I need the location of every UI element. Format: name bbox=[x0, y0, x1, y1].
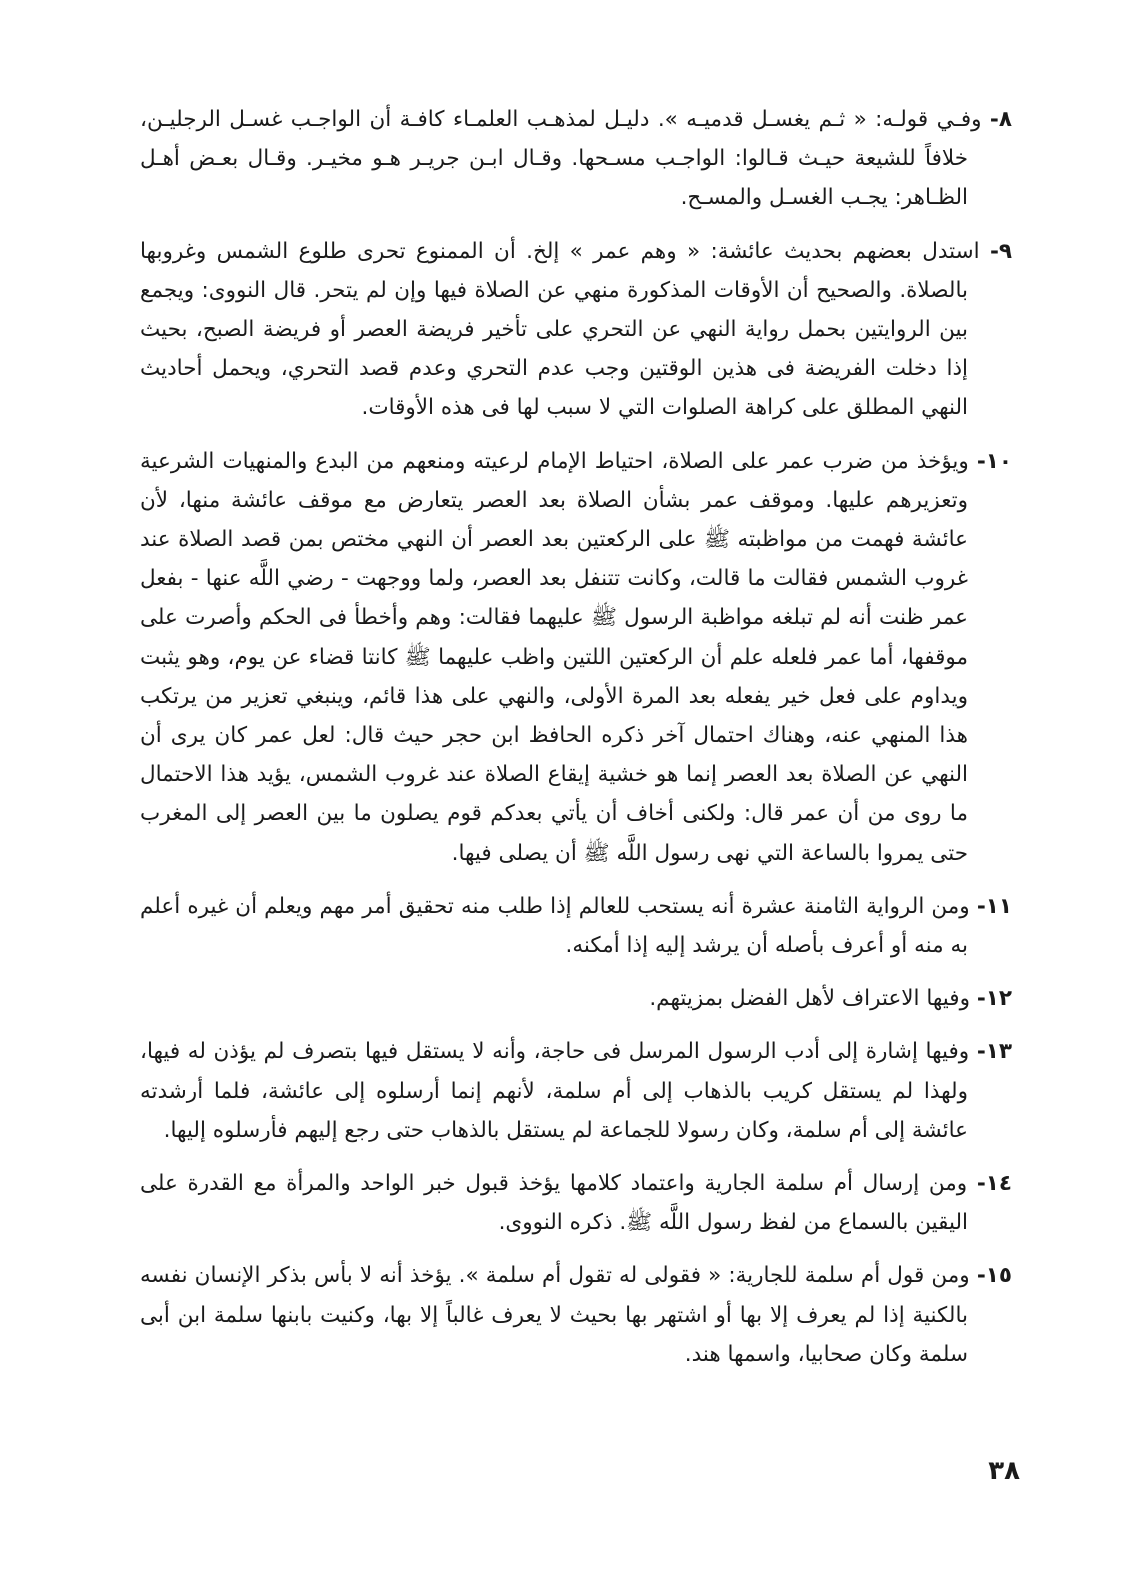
item-number: ١٣- bbox=[976, 1039, 1012, 1065]
page-number: ٣٨ bbox=[988, 1456, 1020, 1486]
text-column bbox=[140, 100, 1012, 1388]
item-number: ٩- bbox=[989, 238, 1012, 264]
list-item bbox=[140, 887, 1012, 965]
item-number: ٨- bbox=[989, 107, 1012, 132]
list-item bbox=[140, 442, 1012, 873]
item-text: وفيها إشارة إلى أدب الرسول المرسل فى حاجة، وأنه لا يستقل فيها بتصرف لم يؤذن له فيها، ولهذا لم يستقل كريب بالذهاب إلى أم سلمة، لأنهم إنما أرسلوه إلى عائشة، فلما أرشدته عائشة إلى أم سلمة، وكان رسولا للجماعة لم يستقل بالذهاب حتى رجع إليهم فأرسلوه إليها. bbox=[140, 1039, 970, 1143]
item-number: ١٥- bbox=[976, 1263, 1012, 1289]
item-text: ومن إرسال أم سلمة الجارية واعتماد كلامها يؤخذ قبول خبر الواحد والمرأة مع القدرة على اليقين بالسماع من لفظ رسول اللَّه ﷺ. ذكره النووى. bbox=[140, 1171, 968, 1236]
item-number: ١١- bbox=[976, 893, 1012, 919]
list-item bbox=[140, 1256, 1012, 1374]
item-number: ١٠- bbox=[976, 448, 1012, 474]
item-text: وفـي قولـه: « ثـم يغسـل قدميـه ». دليـل لمذهـب العلمـاء كافـة أن الواجـب غسـل الرجليـن، خلافاً للشيعة حيـث قـالوا: الواجـب مسـحها. وقـال ابـن جريـر هـو مخيـر. وقـال بعـض أهـل الظـاهر: يجـب الغسـل والمسـح. bbox=[140, 107, 982, 211]
list-item bbox=[140, 232, 1012, 428]
item-text: ومن الرواية الثامنة عشرة أنه يستحب للعالم إذا طلب منه تحقيق أمر مهم ويعلم أن غيره أعلم به منه أو أعرف بأصله أن يرشد إليه إذا أمكنه. bbox=[140, 893, 970, 959]
list-item bbox=[140, 1164, 1012, 1242]
list-item bbox=[140, 1032, 1012, 1150]
item-text: وفيها الاعتراف لأهل الفضل بمزيتهم. bbox=[649, 986, 970, 1012]
item-number: ١٤- bbox=[976, 1171, 1012, 1197]
list-item bbox=[140, 100, 1012, 218]
item-number: ١٢- bbox=[976, 986, 1012, 1012]
list-item bbox=[140, 979, 1012, 1018]
item-text: ويؤخذ من ضرب عمر على الصلاة، احتياط الإمام لرعيته ومنعهم من البدع والمنهيات الشرعية وتعزيرهم عليها. وموقف عمر بشأن الصلاة بعد العصر يتعارض مع موقف عائشة منها، لأن عائشة فهمت من مواظبته ﷺ على الركعتين بعد العصر أن النهي مختص بمن قصد الصلاة عند غروب الشمس فقالت ما قالت، وكانت تتنفل بعد العصر، ولما ووجهت - رضي اللَّه عنها - بفعل عمر ظنت أنه لم تبلغه مواظبة الرسول ﷺ عليهما فقالت: وهم وأخطأ فى الحكم وأصرت على موقفها، أما عمر فلعله علم أن الركعتين اللتين واظب عليهما ﷺ كانتا قضاء عن يوم، وهو يثبت ويداوم على فعل خير يفعله بعد المرة الأولى، والنهي على هذا قائم، وينبغي تعزير من يرتكب هذا المنهي عنه، وهناك احتمال آخر ذكره الحافظ ابن حجر حيث قال: لعل عمر كان يرى أن النهي عن الصلاة بعد العصر إنما هو خشية إيقاع الصلاة عند غروب الشمس، يؤيد هذا الاحتمال ما روى من أن عمر قال: ولكنى أخاف أن يأتي بعدكم قوم يصلون ما بين العصر إلى المغرب حتى يمروا بالساعة التي نهى رسول اللَّه ﷺ أن يصلى فيها. bbox=[140, 448, 969, 866]
item-text: استدل بعضهم بحديث عائشة: « وهم عمر » إلخ. أن الممنوع تحرى طلوع الشمس وغروبها بالصلاة. والصحيح أن الأوقات المذكورة منهي عن الصلاة فيها وإن لم يتحر. قال النووى: ويجمع بين الروايتين بحمل رواية النهي عن التحري على تأخير فريضة العصر أو فريضة الصبح، بحيث إذا دخلت الفريضة فى هذين الوقتين وجب عدم التحري وعدم قصد التحري، ويحمل أحاديث النهي المطلق على كراهة الصلوات التي لا سبب لها فى هذه الأوقات. bbox=[140, 238, 980, 421]
item-text: ومن قول أم سلمة للجارية: « فقولى له تقول أم سلمة ». يؤخذ أنه لا بأس بذكر الإنسان نفسه بالكنية إذا لم يعرف إلا بها أو اشتهر بها بحيث لا يعرف غالباً إلا بها، وكنيت بابنها سلمة ابن أبى سلمة وكان صحابيا، واسمها هند. bbox=[140, 1263, 970, 1367]
